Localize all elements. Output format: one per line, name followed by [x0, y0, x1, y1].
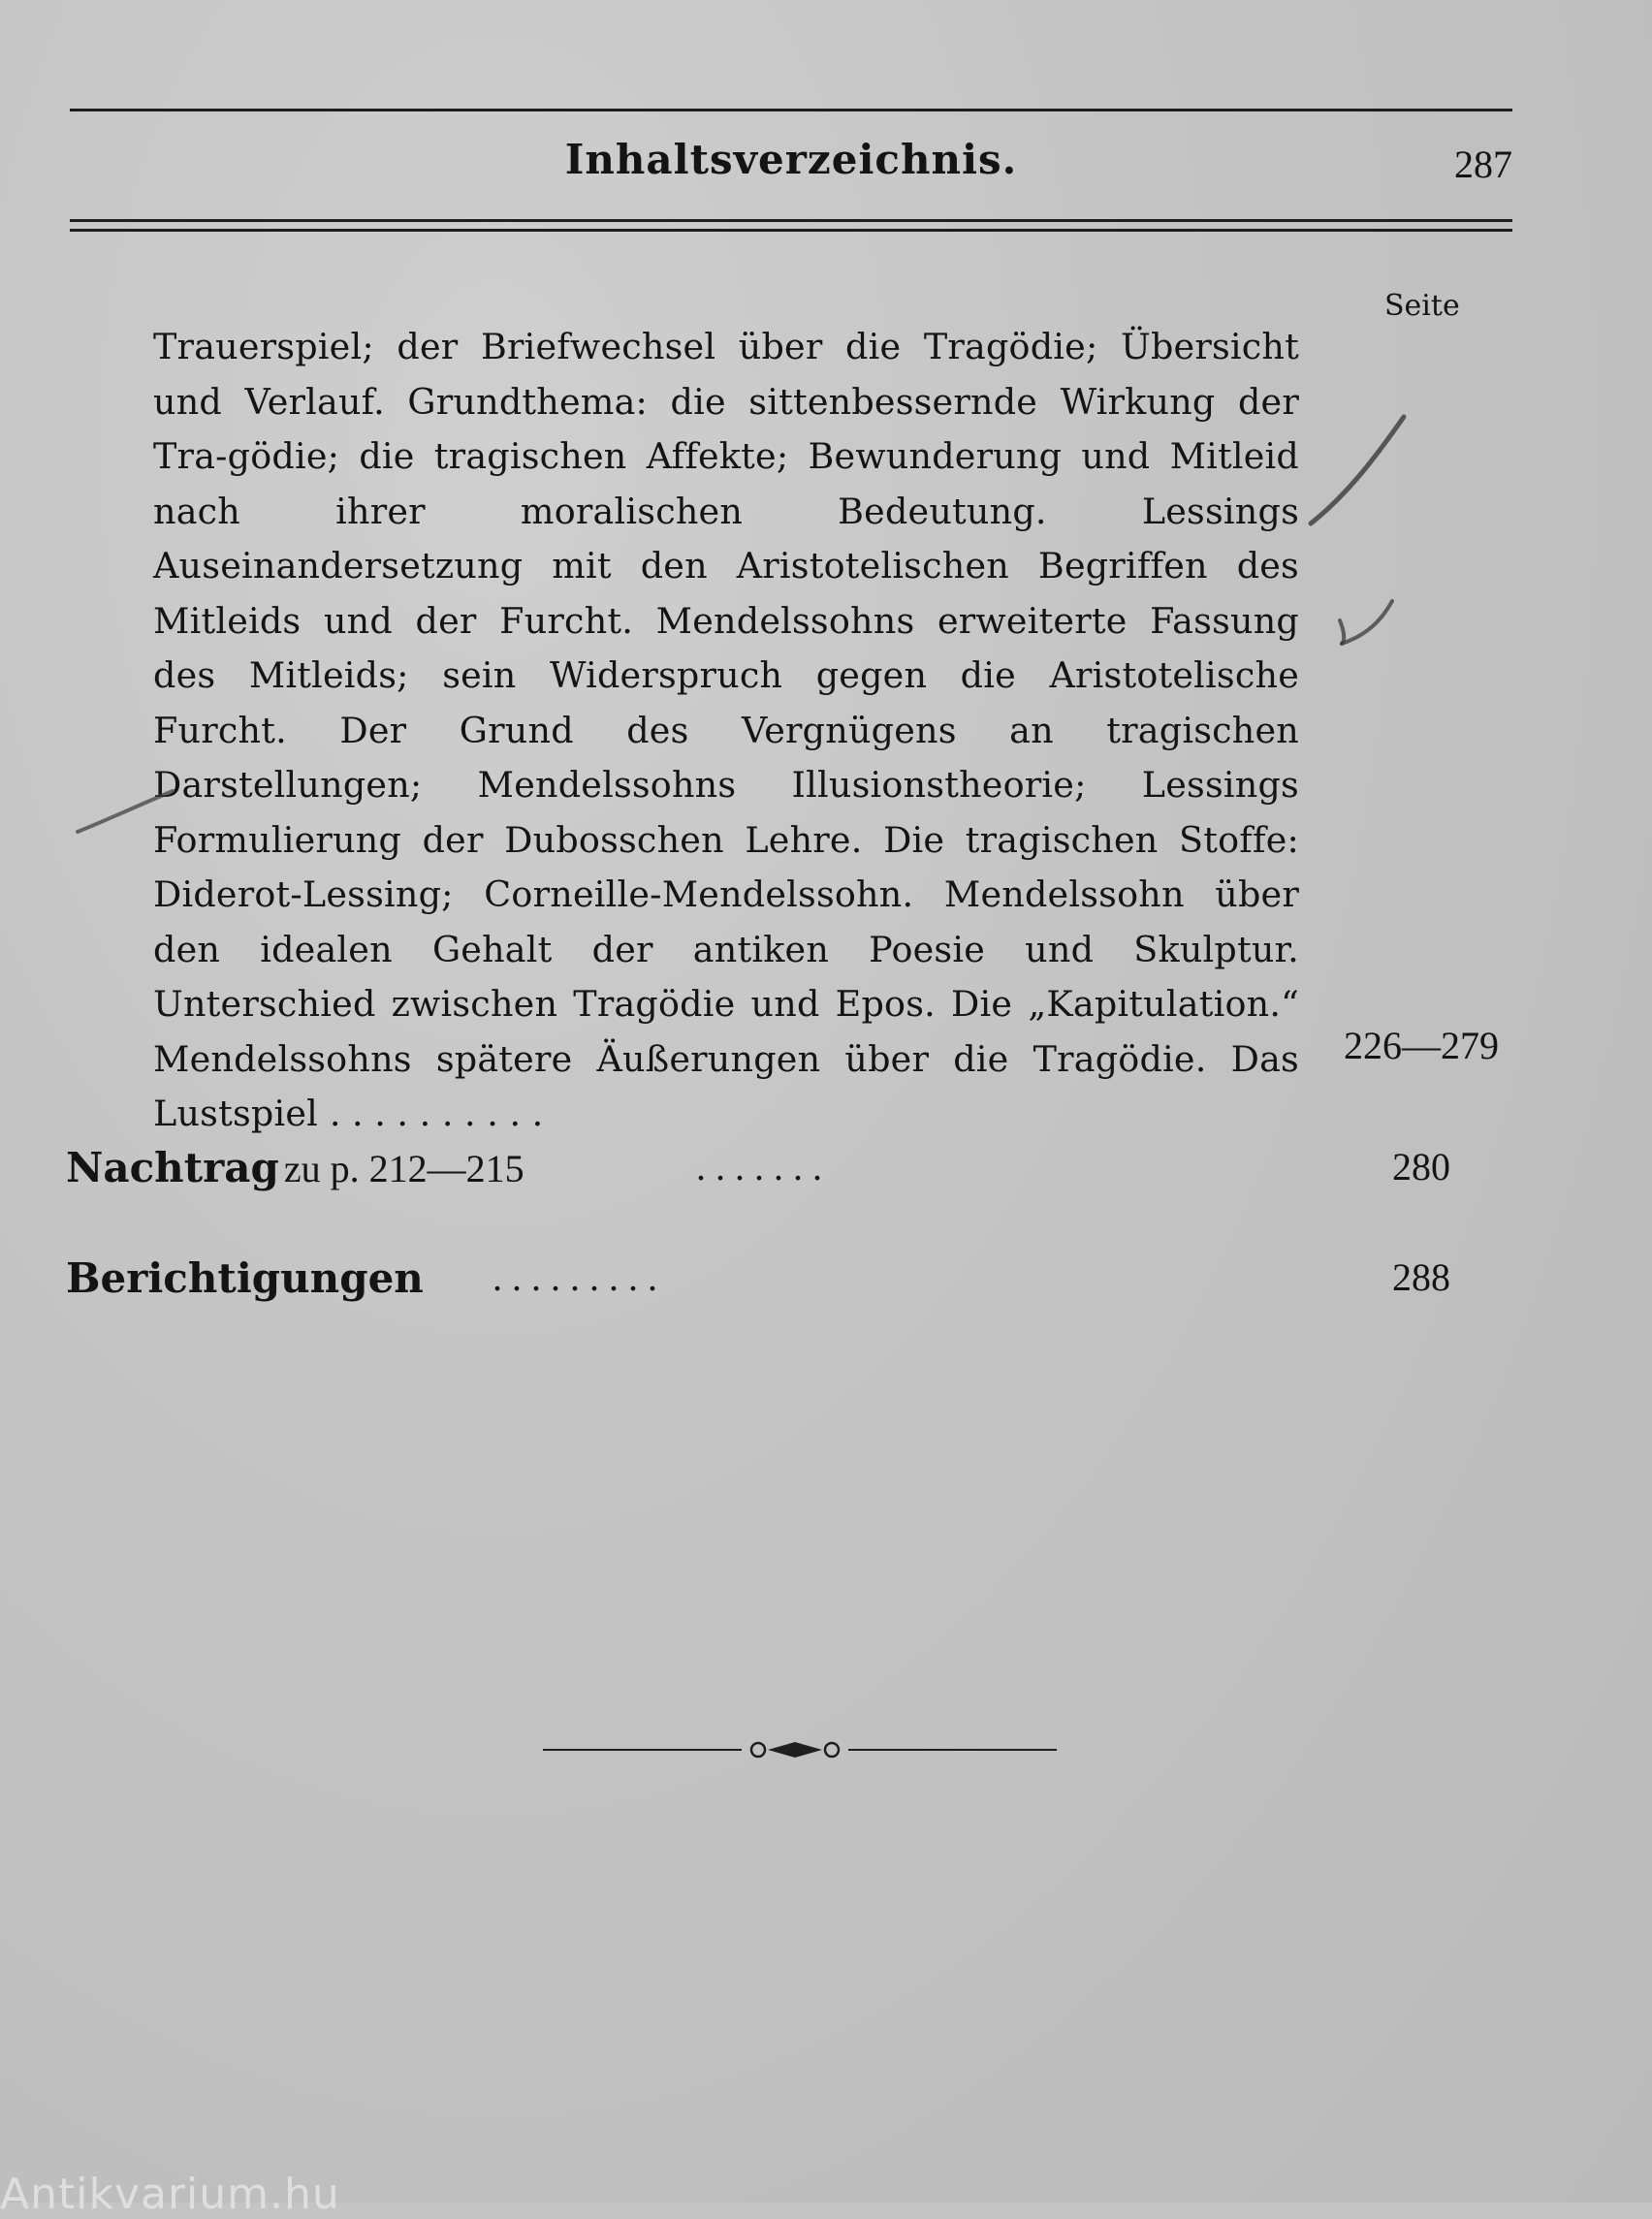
toc-entry-title: Nachtrag	[66, 1144, 279, 1191]
header-double-rule-lower	[70, 229, 1512, 232]
watermark: Antikvarium.hu	[0, 2170, 340, 2219]
chapter-summary-leader: . . . . . . . . . .	[329, 1093, 544, 1134]
running-title: Inhaltsverzeichnis.	[564, 136, 1018, 183]
toc-entry-title: Berichtigungen	[66, 1254, 424, 1302]
end-ornament	[543, 1735, 1057, 1764]
toc-entry-leader: . . . . . . . . .	[492, 1255, 657, 1299]
toc-entry-leader: . . . . . . .	[696, 1145, 822, 1189]
toc-entry-berichtigungen	[66, 1254, 1450, 1313]
toc-entry-page: 288	[1392, 1255, 1450, 1299]
header-top-rule	[70, 109, 1512, 111]
chapter-summary-text: Trauerspiel; der Briefwechsel über die Tragödie; Übersicht und Verlauf. Grundthema: die sittenbessernde Wirkung der Tra-gödie; die tragischen Affekte; Bewunderung und Mitleid nach ihrer moralischen Bedeutung. Lessings Auseinandersetzung mit den Aristotelischen Begriffen des Mitleids und der Furcht. Mendelssohns erweiterte Fassung des Mitleids; sein Widerspruch gegen die Aristotelische Furcht. Der Grund des Vergnügens an tragischen Darstellungen; Mendelssohns Illusionstheorie; Lessings Formulierung der Dubosschen Lehre. Die tragischen Stoffe: Diderot-Lessing; Corneille-Mendelssohn. Mendelssohn über den idealen Gehalt der antiken Poesie und Skulptur. Unterschied zwischen Tragödie und Epos. Die „Kapitulation.“ Mendelssohns spätere Äußerungen über die Tragödie. Das Lustspiel	[153, 326, 1299, 1134]
page-column-label: Seite	[1384, 289, 1460, 323]
toc-entry-label	[66, 1144, 524, 1191]
toc-entry-label	[66, 1254, 424, 1302]
toc-entry-ref: zu p. 212—215	[283, 1147, 524, 1190]
page-number: 287	[1454, 143, 1512, 186]
header-double-rule-upper	[70, 219, 1512, 222]
chapter-summary	[153, 320, 1299, 1142]
running-head	[70, 136, 1512, 194]
toc-entry-page: 280	[1392, 1145, 1450, 1189]
toc-entry-nachtrag	[66, 1144, 1450, 1202]
chapter-summary-pages: 226—279	[1344, 1024, 1499, 1067]
